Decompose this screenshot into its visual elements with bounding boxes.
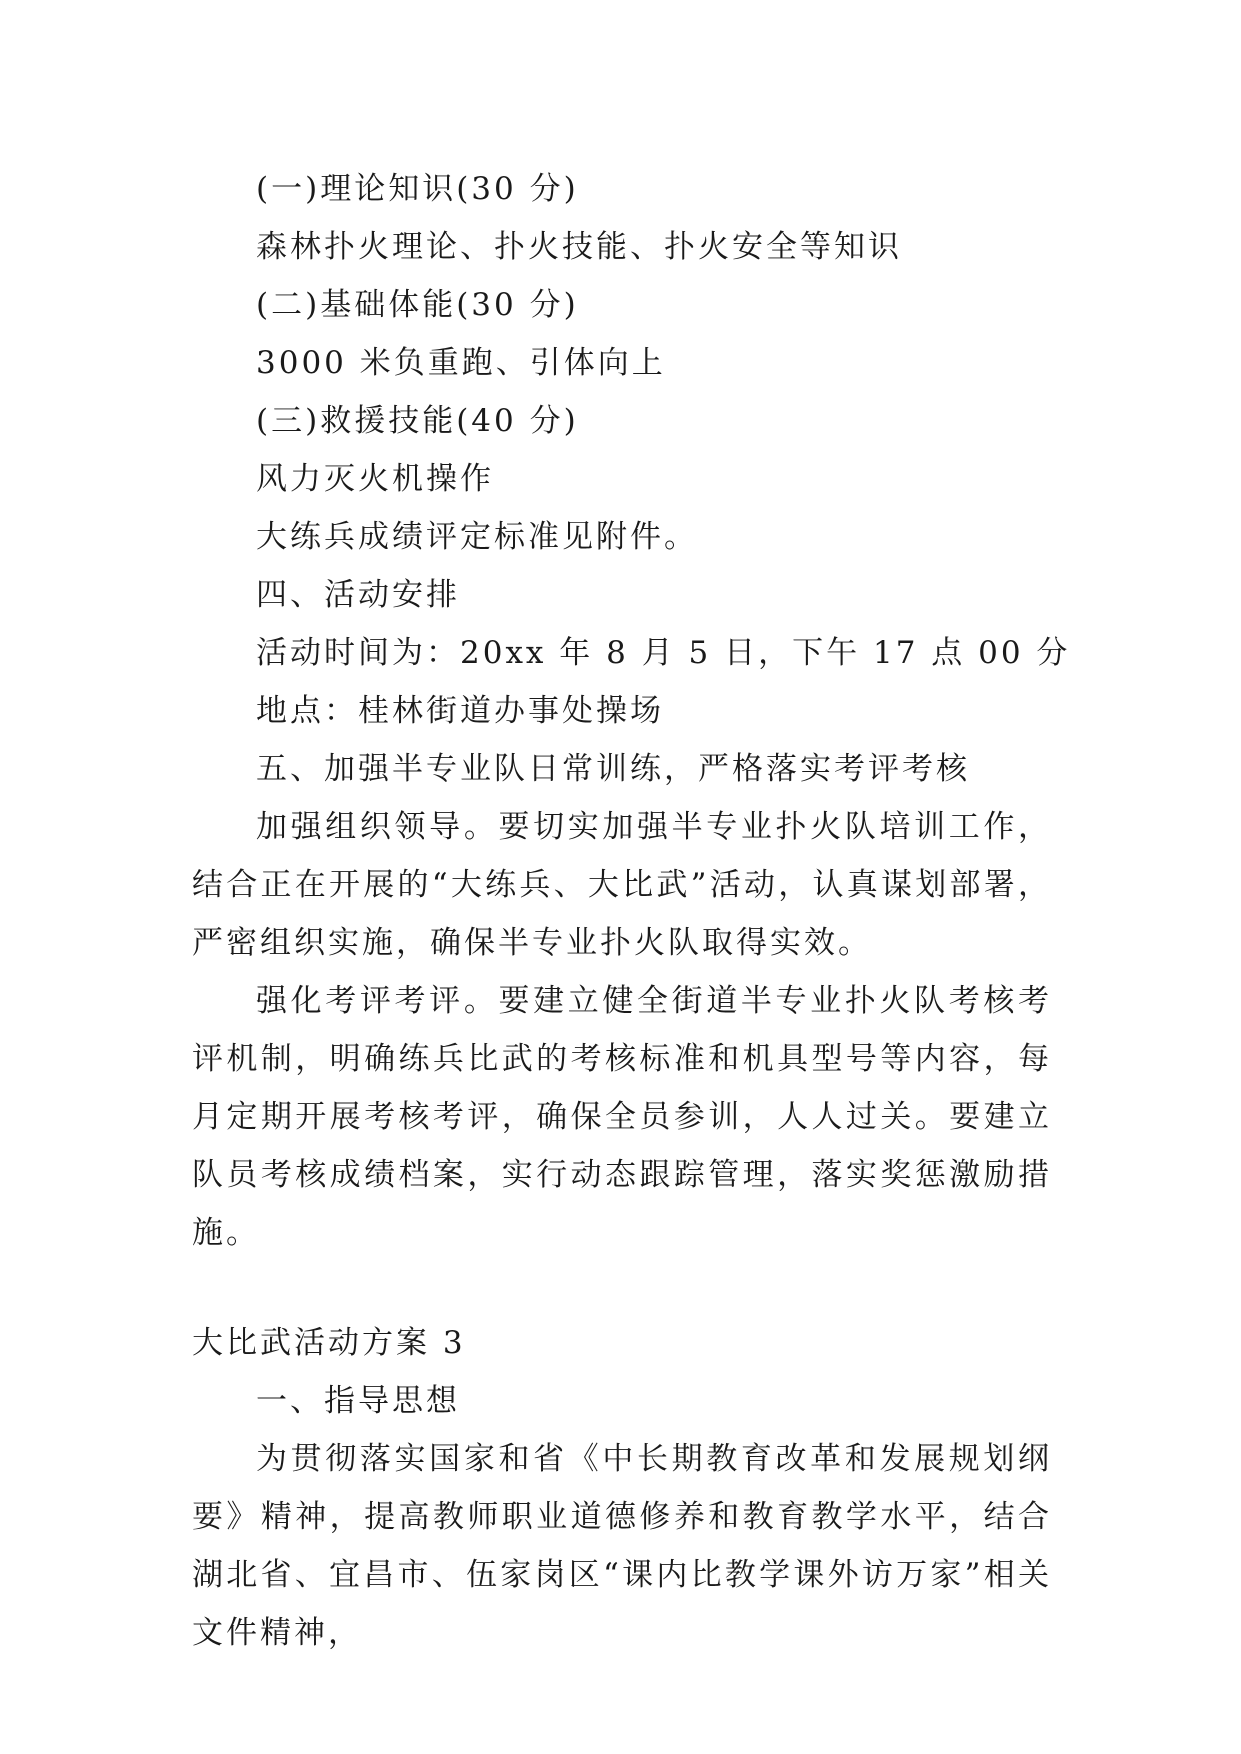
- heading-training: 五、加强半专业队日常训练，严格落实考评考核: [256, 751, 970, 787]
- section-gap: [192, 1262, 1052, 1314]
- paragraph-assessment: 强化考评考评。要建立健全街道半专业扑火队考核考评机制，明确练兵比武的考核标准和机具型号等内容，每月定期开展考核考评，确保全员参训，人人过关。要建立队员考核成绩档案，实行动态跟踪管理，落实奖惩激励措施。: [192, 983, 1052, 1251]
- activity-time: 活动时间为：20xx 年 8 月 5 日，下午 17 点 00 分: [256, 635, 1071, 671]
- document-page: [192, 160, 1071, 1662]
- item-theory-content: 森林扑火理论、扑火技能、扑火安全等知识: [256, 229, 902, 265]
- item-theory-knowledge: (一)理论知识(30 分): [256, 171, 579, 207]
- paragraph-leadership: 加强组织领导。要切实加强半专业扑火队培训工作，结合正在开展的“大练兵、大比武”活动，认真谋划部署，严密组织实施，确保半专业扑火队取得实效。: [192, 809, 1052, 961]
- item-rescue-content: 风力灭火机操作: [256, 461, 494, 497]
- paragraph-guiding-ideology: 为贯彻落实国家和省《中长期教育改革和发展规划纲要》精神，提高教师职业道德修养和教育教学水平，结合湖北省、宜昌市、伍家岗区“课内比教学课外访万家”相关文件精神，: [192, 1441, 1052, 1651]
- item-rescue-skills: (三)救援技能(40 分): [256, 403, 579, 439]
- section-title: 大比武活动方案 3: [192, 1325, 466, 1361]
- item-grading-note: 大练兵成绩评定标准见附件。: [256, 519, 698, 555]
- activity-location: 地点：桂林街道办事处操场: [256, 693, 664, 729]
- item-fitness-content: 3000 米负重跑、引体向上: [256, 345, 666, 381]
- item-basic-fitness: (二)基础体能(30 分): [256, 287, 579, 323]
- heading-activity-arrangement: 四、活动安排: [256, 577, 460, 613]
- section-heading-guiding-ideology: 一、指导思想: [256, 1383, 460, 1419]
